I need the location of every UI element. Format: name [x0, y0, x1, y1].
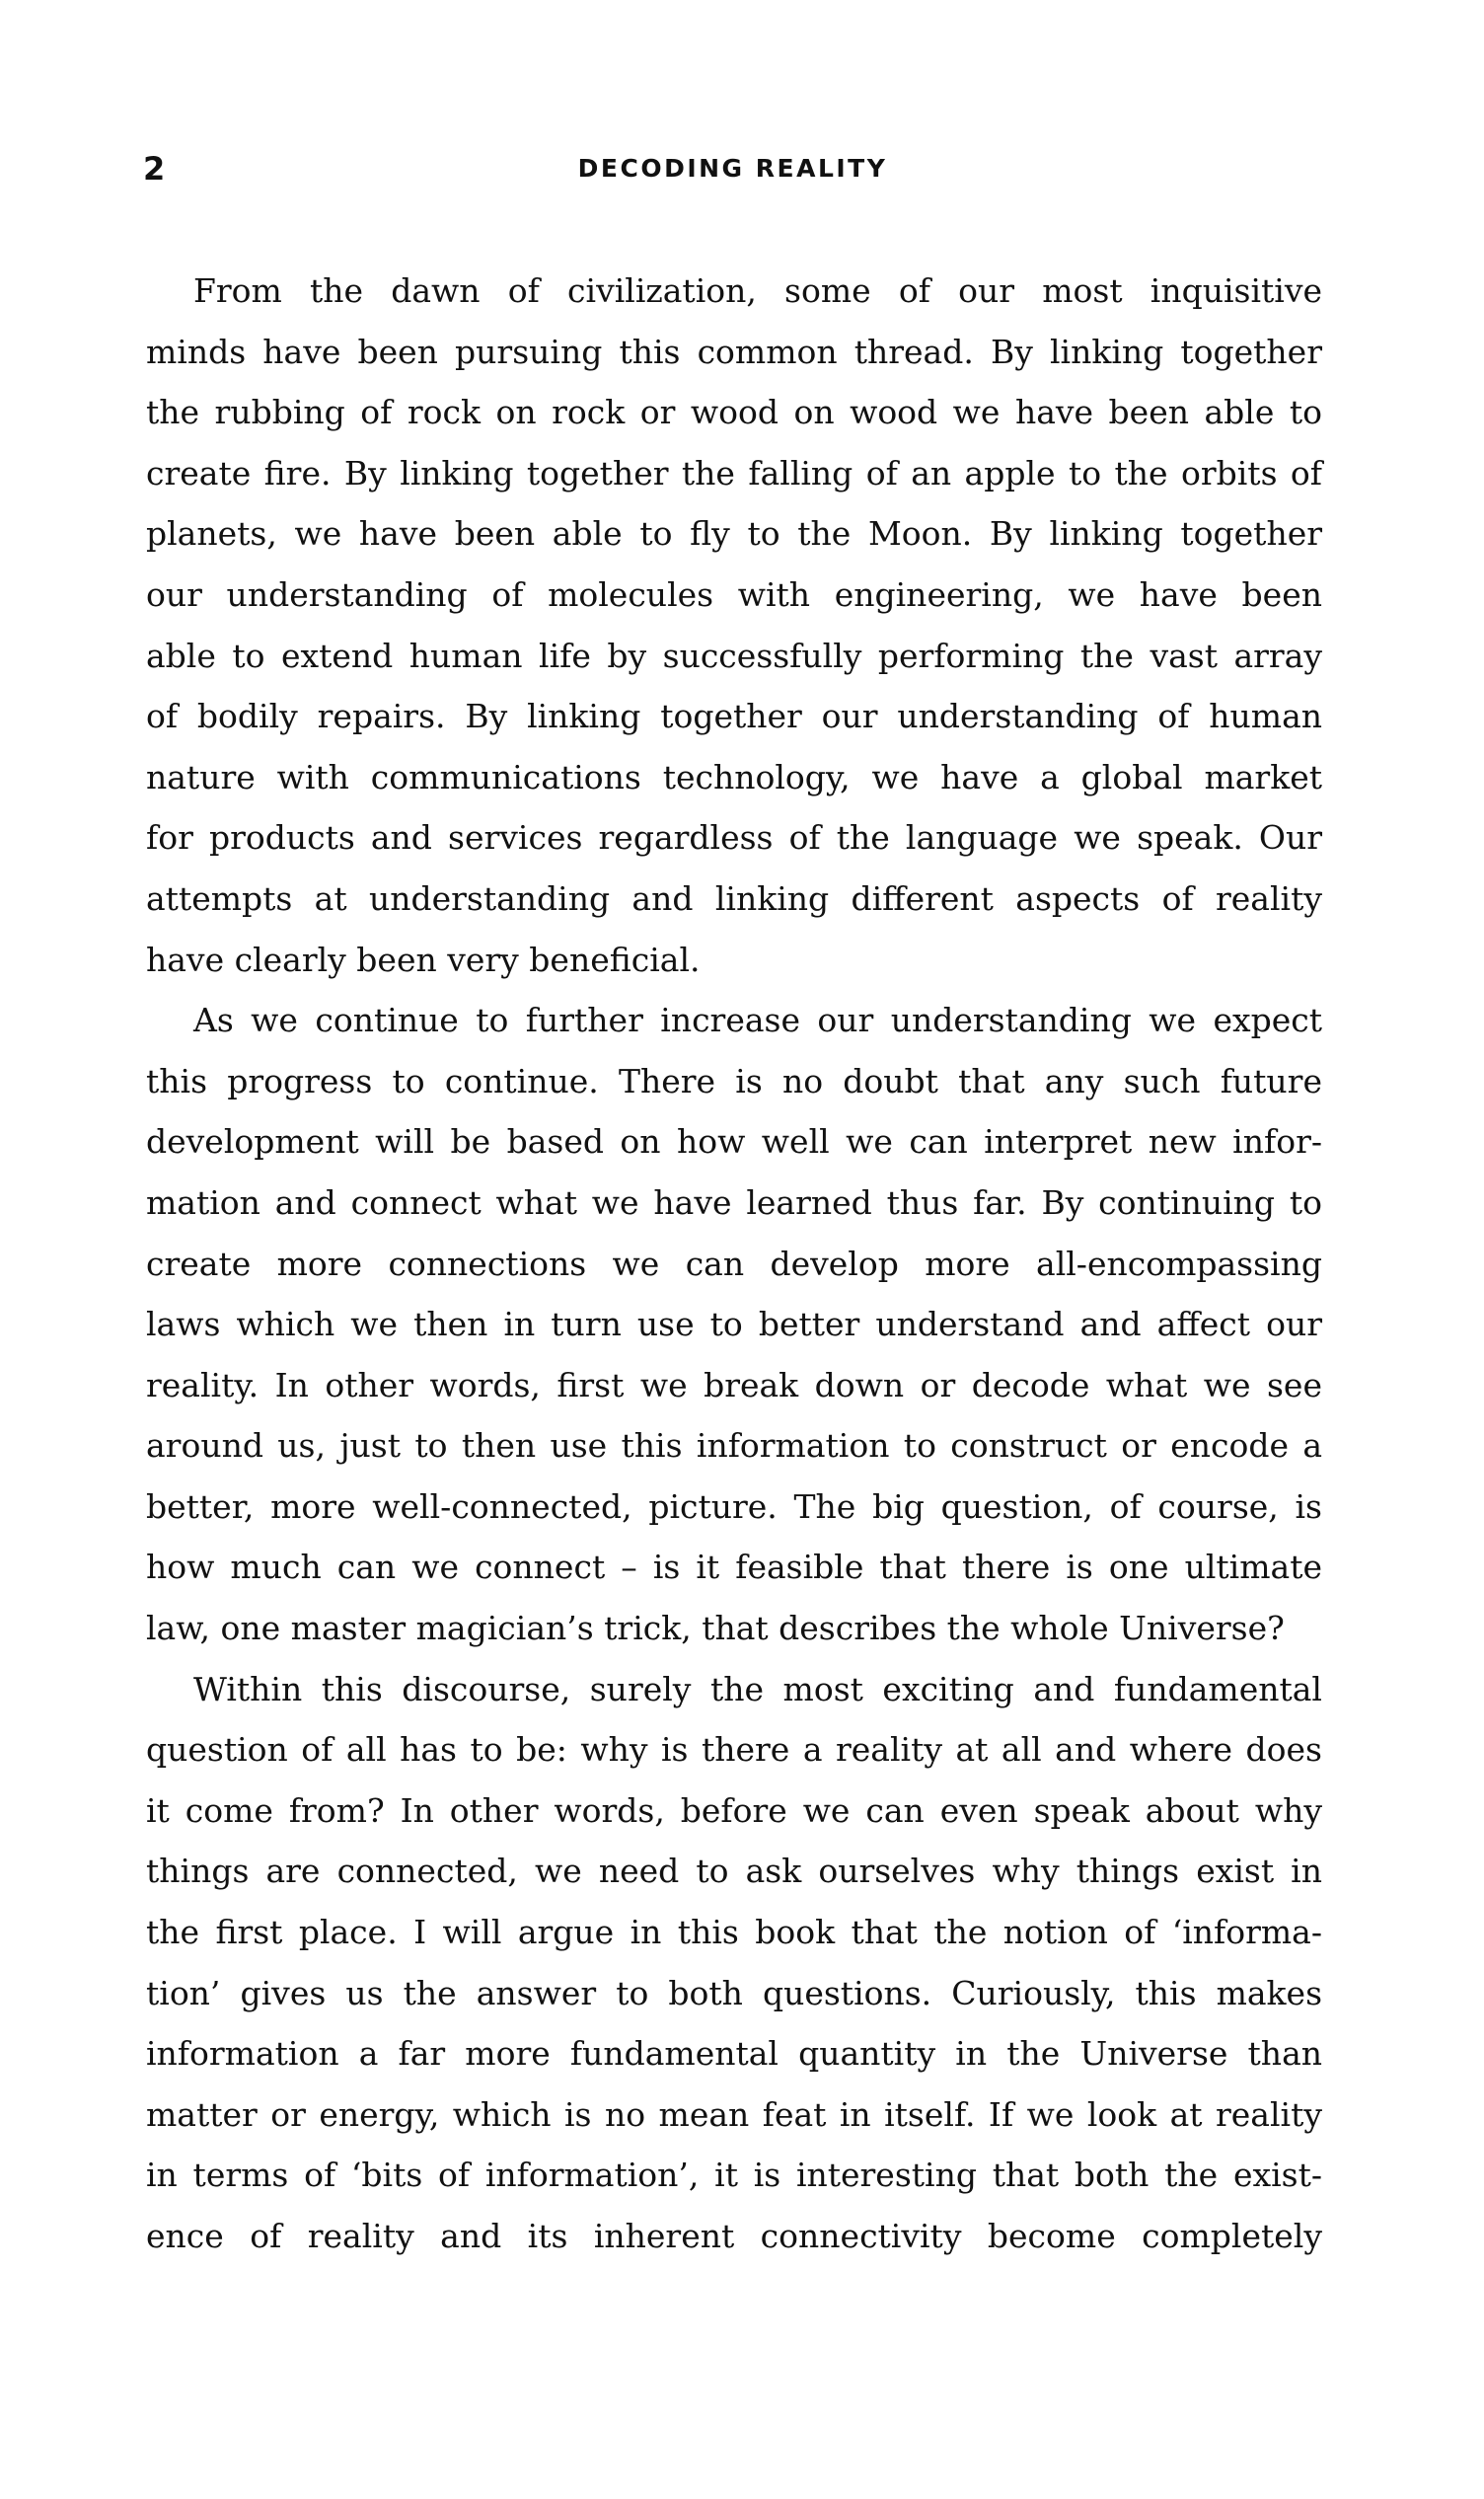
text-line: of bodily repairs. By linking together our understanding of human: [146, 697, 1322, 736]
running-head: [143, 148, 1322, 189]
text-line: in terms of ‘bits of information’, it is interesting that both the exist-: [146, 2156, 1322, 2195]
text-line: create fire. By linking together the falling of an apple to the orbits of: [146, 453, 1322, 492]
text-line: able to extend human life by successfully performing the vast array: [146, 636, 1322, 675]
text-line: planets, we have been able to fly to the Moon. By linking together: [146, 514, 1322, 554]
text-line: for products and services regardless of the language we speak. Our: [146, 818, 1322, 858]
text-line: it come from? In other words, before we can even speak about why: [146, 1790, 1322, 1830]
text-line: attempts at understanding and linking different aspects of reality: [146, 878, 1322, 918]
text-line: law, one master magician’s trick, that describes the whole Universe?: [146, 1609, 1285, 1648]
text-line: around us, just to then use this information to construct or encode a: [146, 1426, 1322, 1466]
text-line: better, more well-connected, picture. The big question, of course, is: [146, 1486, 1322, 1526]
text-line: Within this discourse, surely the most exciting and fundamental: [193, 1669, 1322, 1708]
text-line: ence of reality and its inherent connectivity become completely: [146, 2217, 1322, 2255]
text-line: reality. In other words, first we break down or decode what we see: [146, 1365, 1322, 1404]
text-line: matter or energy, which is no mean feat in itself. If we look at reality: [146, 2094, 1322, 2134]
text-line: development will be based on how well we can interpret new infor-: [146, 1122, 1322, 1162]
text-line: the rubbing of rock on rock or wood on wood we have been able to: [146, 393, 1322, 432]
running-title: DECODING REALITY: [577, 154, 888, 183]
text-line: the first place. I will argue in this book that the notion of ‘informa-: [146, 1913, 1322, 1952]
text-line: mation and connect what we have learned thus far. By continuing to: [146, 1182, 1322, 1222]
body-text: [146, 261, 1322, 2267]
text-line: From the dawn of civilization, some of our most inquisitive: [193, 271, 1322, 310]
text-line: have clearly been very beneficial.: [146, 940, 701, 979]
page-number: 2: [143, 150, 166, 188]
text-line: nature with communications technology, we have a global market: [146, 757, 1322, 796]
text-line: create more connections we can develop more all-encompassing: [146, 1244, 1322, 1283]
text-line: information a far more fundamental quantity in the Universe than: [146, 2034, 1322, 2074]
text-line: minds have been pursuing this common thread. By linking together: [146, 332, 1322, 371]
text-line: tion’ gives us the answer to both questions. Curiously, this makes: [146, 1973, 1322, 2012]
text-line: As we continue to further increase our understanding we expect: [193, 1001, 1322, 1040]
text-line: our understanding of molecules with engineering, we have been: [146, 574, 1322, 614]
text-line: things are connected, we need to ask ourselves why things exist in: [146, 1852, 1322, 1891]
text-line: how much can we connect – is it feasible that there is one ultimate: [146, 1548, 1322, 1587]
text-line: laws which we then in turn use to better understand and affect our: [146, 1305, 1322, 1344]
text-line: this progress to continue. There is no doubt that any such future: [146, 1061, 1322, 1100]
text-line: question of all has to be: why is there a reality at all and where does: [146, 1730, 1322, 1770]
